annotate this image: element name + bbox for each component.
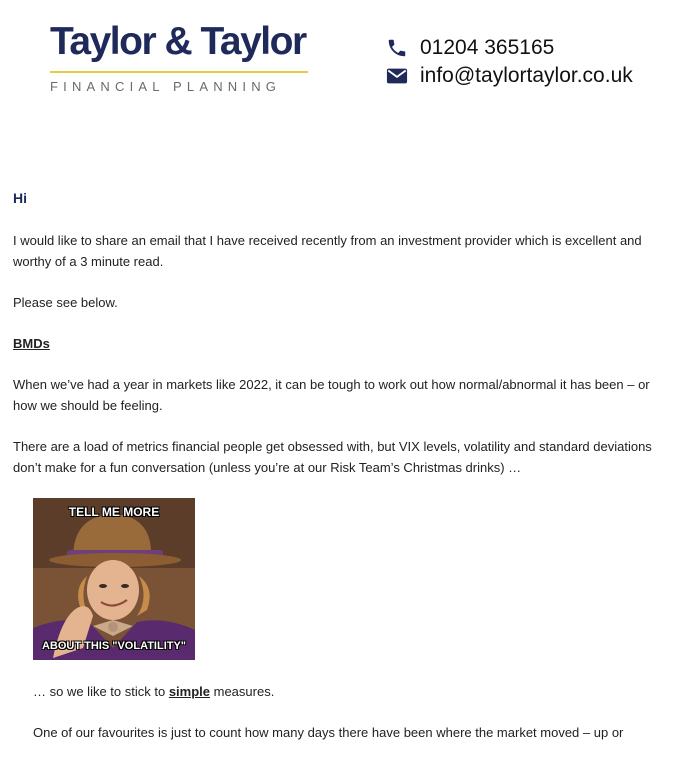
section-heading: BMDs [13, 336, 50, 351]
logo-rule [50, 71, 308, 73]
measures-text-pre: … so we like to stick to [33, 684, 169, 699]
meme-bottom-caption: ABOUT THIS "VOLATILITY" [41, 640, 187, 652]
email-address: info@taylortaylor.co.uk [420, 64, 633, 87]
greeting: Hi [13, 190, 27, 206]
intro-paragraph: I would like to share an email that I have received recently from an investment provider which is excellent and worthy of a 3 minute read. [13, 233, 642, 269]
logo-name: Taylor & Taylor [50, 20, 306, 63]
envelope-icon [386, 65, 408, 87]
contact-block [386, 34, 633, 90]
paragraph-markets: When we’ve had a year in markets like 2022, it can be tough to work out how normal/abnormal it has been – or how we should be feeling. [13, 377, 650, 413]
email-body [13, 188, 663, 763]
paragraph-metrics: There are a load of metrics financial people get obsessed with, but VIX levels, volatility and standard deviations don’t make for a fun conversation (unless you’re at our Risk Team’s Christmas drinks) … [13, 439, 652, 475]
email-header [0, 0, 679, 110]
logo-tagline: FINANCIAL PLANNING [50, 79, 282, 94]
phone-row[interactable] [386, 34, 633, 62]
meme-top-caption: TELL ME MORE [68, 505, 160, 519]
phone-icon [386, 37, 408, 59]
paragraph-favourites: One of our favourites is just to count how many days there have been where the market moved – up or [33, 725, 624, 740]
paragraph-measures [33, 681, 663, 702]
logo [50, 20, 312, 94]
email-row[interactable] [386, 62, 633, 90]
measures-text-post: measures. [210, 684, 275, 699]
simple-link[interactable]: simple [168, 684, 211, 699]
phone-number: 01204 365165 [420, 36, 555, 59]
see-below-paragraph: Please see below. [13, 295, 118, 310]
meme-image [33, 498, 195, 660]
